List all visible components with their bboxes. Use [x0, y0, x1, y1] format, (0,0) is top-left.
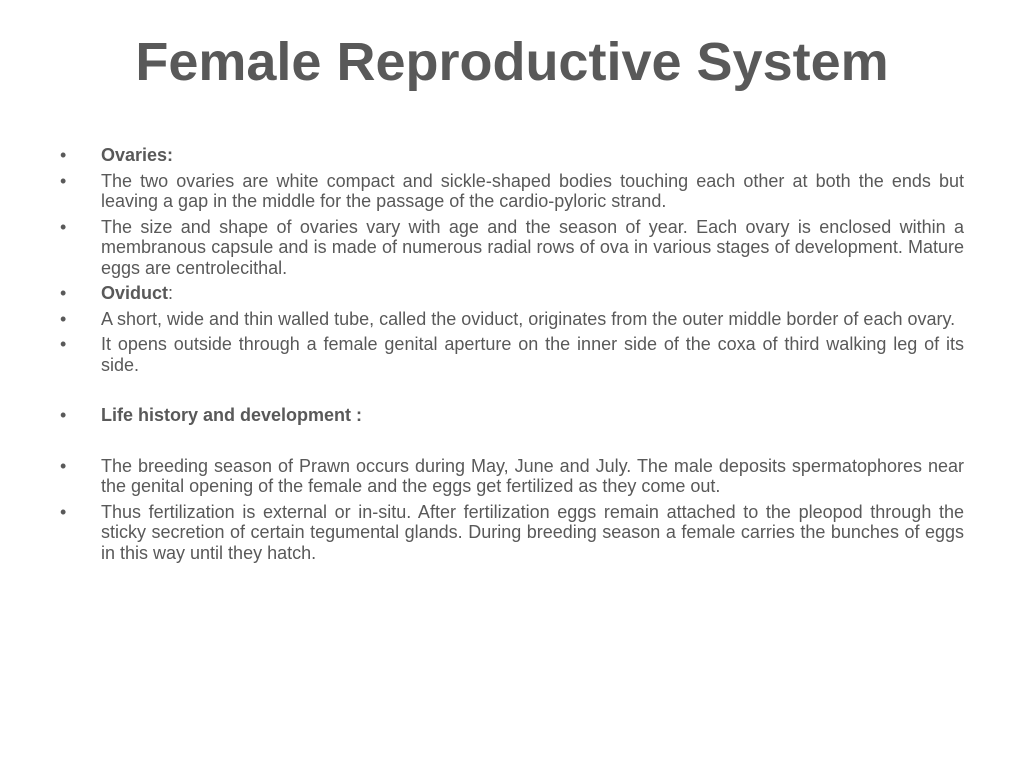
list-item — [60, 283, 964, 304]
bullet-icon: • — [60, 405, 67, 425]
list-item — [60, 334, 964, 375]
item-text: The breeding season of Prawn occurs during May, June and July. The male deposits spermatophores near the genital opening of the female and the eggs get fertilized as they come out. — [101, 455, 964, 496]
bullet-icon: • — [60, 308, 67, 329]
bullet-icon: • — [60, 501, 67, 522]
bullet-icon: • — [60, 170, 67, 191]
item-text: Thus fertilization is external or in-situ. After fertilization eggs remain attached to the pleopod through the sticky secretion of certain tegumental glands. During breeding season a female carries the bunches of eggs in this way until they hatch. — [101, 501, 964, 563]
list-item — [60, 502, 964, 564]
list-item — [60, 405, 964, 426]
list-item — [60, 217, 964, 279]
bullet-list — [60, 145, 964, 568]
item-text: It opens outside through a female genital aperture on the inner side of the coxa of third walking leg of its side. — [101, 334, 964, 375]
item-heading: Life history and development : — [101, 405, 363, 425]
bullet-icon: • — [60, 283, 67, 303]
item-text: The two ovaries are white compact and sickle-shaped bodies touching each other at both the ends but leaving a gap in the middle for the passage of the cardio-pyloric strand. — [101, 170, 964, 211]
item-text: : — [168, 283, 174, 303]
list-item — [60, 309, 964, 330]
bullet-icon: • — [60, 455, 67, 476]
bullet-icon: • — [60, 216, 67, 237]
item-heading: Ovaries: — [101, 145, 174, 165]
item-text: A short, wide and thin walled tube, called the oviduct, originates from the outer middle border of each ovary. — [101, 308, 956, 329]
bullet-icon: • — [60, 334, 67, 354]
item-heading: Oviduct — [101, 283, 169, 303]
list-item — [60, 145, 964, 166]
slide-title: Female Reproductive System — [135, 32, 889, 92]
list-item — [60, 456, 964, 497]
item-text: The size and shape of ovaries vary with age and the season of year. Each ovary is enclosed within a membranous capsule and is made of numerous radial rows of ova in various stages of development. Mature eggs are centrolecithal. — [101, 216, 964, 278]
bullet-icon: • — [60, 145, 67, 165]
list-item — [60, 171, 964, 212]
